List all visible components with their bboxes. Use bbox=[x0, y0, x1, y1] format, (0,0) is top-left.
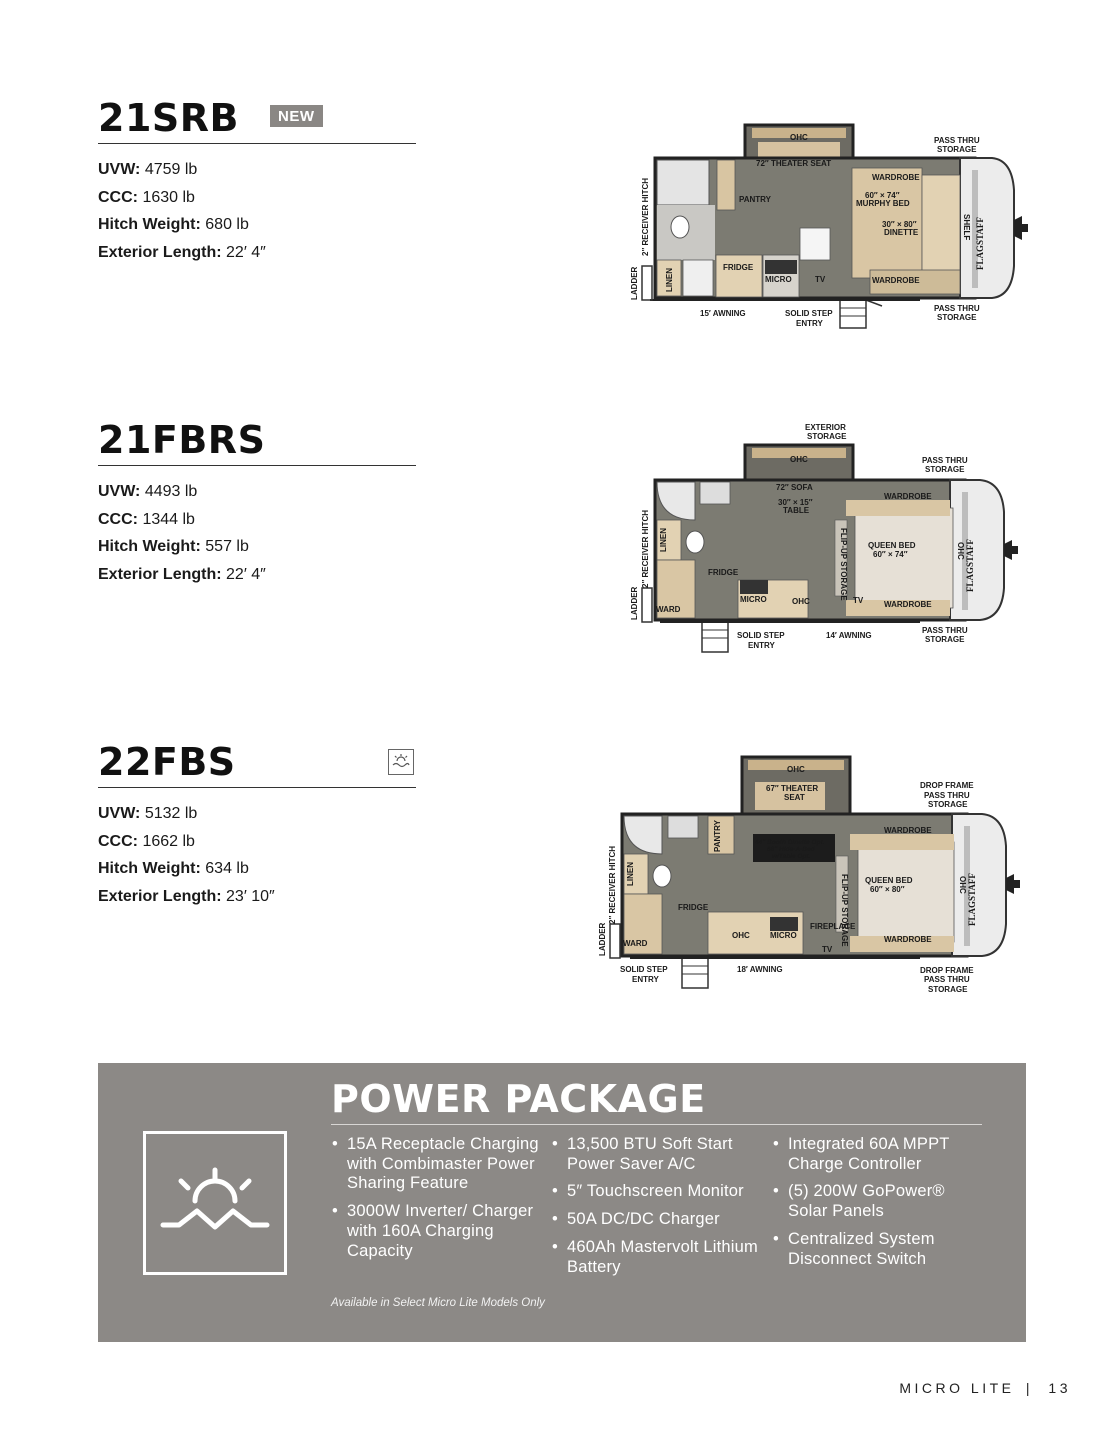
fp-label-flip-up-storage: FLIP-UP STORAGE bbox=[839, 528, 848, 601]
spec-exterior-length: Exterior Length: 22′ 4″ bbox=[98, 566, 266, 584]
model-21fbrs bbox=[98, 418, 416, 589]
fp-label-murphy-bed-size: 60″ × 74″ bbox=[865, 191, 900, 200]
spec-hitch-weight: Hitch Weight: 680 lb bbox=[98, 216, 249, 234]
page-number: 13 bbox=[1048, 1380, 1071, 1396]
feature-item: • (5) 200W GoPower® Solar Panels bbox=[772, 1182, 982, 1221]
spec-ccc: CCC: 1630 lb bbox=[98, 188, 195, 206]
model-22fbs bbox=[98, 740, 416, 911]
spec-exterior-length: Exterior Length: 22′ 4″ bbox=[98, 244, 266, 262]
fp-label-ladder: LADDER bbox=[598, 922, 607, 956]
fp-label-linen: LINEN bbox=[665, 268, 674, 292]
fp-label-fireplace: FIREPLACE bbox=[810, 922, 856, 931]
fp-label-brand: FLAGSTAFF bbox=[967, 873, 977, 926]
feature-item: • 13,500 BTU Soft Start Power Saver A/C bbox=[551, 1135, 761, 1174]
feature-item: • 460Ah Mastervolt Lithium Battery bbox=[551, 1238, 761, 1277]
fp-label-drop-frame-top: DROP FRAME bbox=[920, 781, 974, 790]
fp-label-pass-thru-bottom: PASS THRU bbox=[922, 626, 968, 635]
fp-label-wardrobe-bottom: WARDROBE bbox=[884, 600, 932, 609]
fp-label-hide-a-bed: 68″ Hide-A-Bed bbox=[767, 846, 815, 853]
fp-label-entry: ENTRY bbox=[632, 975, 659, 984]
fp-label-shelf: SHELF bbox=[962, 214, 971, 241]
fp-label-ohc-galley: OHC bbox=[732, 931, 750, 940]
fp-label-micro: MICRO bbox=[765, 275, 792, 284]
footer-separator: | bbox=[1025, 1380, 1034, 1396]
fp-label-pass-thru-bottom: PASS THRU bbox=[924, 975, 970, 984]
fp-label-entry: ENTRY bbox=[748, 641, 775, 650]
fp-label-linen: LINEN bbox=[626, 862, 635, 886]
fp-label-pass-thru-top: PASS THRU bbox=[922, 456, 968, 465]
model-header bbox=[98, 740, 416, 788]
fp-label-fridge: FRIDGE bbox=[708, 568, 739, 577]
spec-uvw: UVW: 4493 lb bbox=[98, 483, 198, 500]
spec-list bbox=[98, 800, 416, 911]
fp-label-table-option: w/Table Opt. bbox=[772, 853, 811, 860]
fp-label-murphy-bed: MURPHY BED bbox=[856, 199, 910, 208]
power-package-title: POWER PACKAGE bbox=[331, 1077, 706, 1121]
fp-label-pass-thru-top: PASS THRU bbox=[934, 136, 980, 145]
fp-label-exterior-storage: STORAGE bbox=[807, 432, 847, 441]
fp-label-dinette: DINETTE bbox=[884, 228, 919, 237]
fp-label-storage-top: STORAGE bbox=[925, 465, 965, 474]
fp-label-awning: 18′ AWNING bbox=[737, 965, 783, 974]
model-header bbox=[98, 418, 416, 466]
new-badge: NEW bbox=[270, 105, 323, 127]
spec-ccc: CCC: 1344 lb bbox=[98, 510, 195, 528]
fp-label-storage-top: STORAGE bbox=[928, 800, 968, 809]
feature-column-2 bbox=[551, 1135, 761, 1285]
availability-note: Available in Select Micro Lite Models Only bbox=[331, 1297, 545, 1309]
fp-label-storage-top: STORAGE bbox=[937, 145, 977, 154]
fp-label-pantry: PANTRY bbox=[739, 195, 771, 204]
fp-label-pantry: PANTRY bbox=[713, 820, 722, 852]
fp-label-wardrobe-top: WARDROBE bbox=[872, 173, 920, 182]
fp-label-drop-frame-bottom: DROP FRAME bbox=[920, 966, 974, 975]
power-package-panel bbox=[98, 1063, 1026, 1342]
fp-label-ohc: OHC bbox=[790, 133, 808, 142]
feature-item: • 3000W Inverter/ Charger with 160A Charging Capacity bbox=[331, 1202, 541, 1261]
model-name: 22FBS bbox=[98, 740, 236, 784]
fp-label-micro: MICRO bbox=[770, 931, 797, 940]
fp-label-ohc: OHC bbox=[790, 455, 808, 464]
fp-label-theater: 67″ THEATER bbox=[766, 784, 819, 793]
fp-label-queen-bed: QUEEN BED bbox=[865, 876, 913, 885]
feature-item: • 50A DC/DC Charger bbox=[551, 1210, 761, 1230]
fp-label-tv: TV bbox=[815, 275, 826, 284]
fp-label-theater-seat: 72″ THEATER SEAT bbox=[756, 159, 832, 168]
model-name: 21FBRS bbox=[98, 418, 266, 462]
fp-label-tv: TV bbox=[853, 596, 864, 605]
spec-ccc: CCC: 1662 lb bbox=[98, 832, 195, 850]
floorplan-22fbs bbox=[590, 752, 1040, 997]
fp-label-brand: FLAGSTAFF bbox=[965, 539, 975, 592]
fp-label-storage-bottom: STORAGE bbox=[925, 635, 965, 644]
solar-package-icon bbox=[388, 749, 414, 775]
fp-label-fridge: FRIDGE bbox=[723, 263, 754, 272]
fp-label-table: TABLE bbox=[783, 506, 810, 515]
model-header bbox=[98, 96, 416, 144]
spec-hitch-weight: Hitch Weight: 634 lb bbox=[98, 860, 249, 878]
fp-label-ohc-front: OHC bbox=[956, 542, 965, 560]
fp-label-dinette-size: 30″ × 80″ bbox=[882, 220, 917, 229]
fp-label-solid-step: SOLID STEP bbox=[737, 631, 785, 640]
fp-label-awning: 15′ AWNING bbox=[700, 309, 746, 318]
sun-over-waves-icon bbox=[143, 1131, 287, 1275]
fp-label-receiver-hitch: 2″ RECEIVER HITCH bbox=[641, 509, 650, 588]
fp-label-queen-bed: QUEEN BED bbox=[868, 541, 916, 550]
fp-label-storage-bottom: STORAGE bbox=[937, 313, 977, 322]
floorplan-21fbrs bbox=[620, 420, 1040, 660]
fp-label-fridge: FRIDGE bbox=[678, 903, 709, 912]
fp-label-flip-up-storage: FLIP-UP STORAGE bbox=[840, 874, 849, 947]
fp-label-entry: ENTRY bbox=[796, 319, 823, 328]
fp-label-wardrobe-bottom: WARDROBE bbox=[884, 935, 932, 944]
spec-list bbox=[98, 156, 416, 267]
power-package-divider bbox=[331, 1124, 982, 1125]
spec-hitch-weight: Hitch Weight: 557 lb bbox=[98, 538, 249, 556]
fp-label-ohc-front: OHC bbox=[958, 876, 967, 894]
feature-column-3 bbox=[772, 1135, 982, 1277]
fp-label-ward: WARD bbox=[656, 605, 681, 614]
fp-label-receiver-hitch: 2″ RECEIVER HITCH bbox=[641, 177, 650, 256]
floorplan-21srb bbox=[620, 120, 1040, 340]
model-name: 21SRB bbox=[98, 96, 239, 140]
fp-label-linen: LINEN bbox=[659, 528, 668, 552]
fp-label-solid-step: SOLID STEP bbox=[785, 309, 833, 318]
fp-label-wardrobe-top: WARDROBE bbox=[884, 826, 932, 835]
fp-label-brand: FLAGSTAFF bbox=[975, 217, 985, 270]
fp-label-ladder: LADDER bbox=[630, 266, 639, 300]
fp-label-ward: WARD bbox=[623, 939, 648, 948]
fp-label-wardrobe-bottom: WARDROBE bbox=[872, 276, 920, 285]
spec-exterior-length: Exterior Length: 23′ 10″ bbox=[98, 888, 275, 906]
fp-label-solid-step: SOLID STEP bbox=[620, 965, 668, 974]
feature-item: • Centralized System Disconnect Switch bbox=[772, 1230, 982, 1269]
feature-item: • 5″ Touchscreen Monitor bbox=[551, 1182, 761, 1202]
fp-label-ohc-galley: OHC bbox=[792, 597, 810, 606]
feature-item: • 15A Receptacle Charging with Combimaster Power Sharing Feature bbox=[331, 1135, 541, 1194]
fp-label-exterior: EXTERIOR bbox=[805, 423, 846, 432]
fp-label-bed-size: 60″ × 74″ bbox=[873, 550, 908, 559]
fp-label-storage-bottom: STORAGE bbox=[928, 985, 968, 994]
fp-label-ohc: OHC bbox=[787, 765, 805, 774]
fp-label-awning: 14′ AWNING bbox=[826, 631, 872, 640]
page-footer bbox=[899, 1380, 1071, 1396]
fp-label-pass-thru-top: PASS THRU bbox=[924, 791, 970, 800]
spec-list bbox=[98, 478, 416, 589]
fp-label-sofa: 72″ SOFA bbox=[776, 483, 813, 492]
fp-label-dinette-option: 44″ Booth Dinette Opt. bbox=[755, 839, 825, 846]
model-21srb bbox=[98, 96, 416, 267]
spec-uvw: UVW: 5132 lb bbox=[98, 805, 198, 822]
fp-label-table-size: 30″ × 15″ bbox=[778, 498, 813, 507]
series-name: MICRO LITE bbox=[899, 1380, 1015, 1396]
fp-label-tv: TV bbox=[822, 945, 833, 954]
fp-label-ladder: LADDER bbox=[630, 586, 639, 620]
feature-column-1 bbox=[331, 1135, 541, 1269]
fp-label-micro: MICRO bbox=[740, 595, 767, 604]
fp-label-pass-thru-bottom: PASS THRU bbox=[934, 304, 980, 313]
fp-label-wardrobe-top: WARDROBE bbox=[884, 492, 932, 501]
spec-uvw: UVW: 4759 lb bbox=[98, 161, 198, 178]
feature-item: • Integrated 60A MPPT Charge Controller bbox=[772, 1135, 982, 1174]
fp-label-bed-size: 60″ × 80″ bbox=[870, 885, 905, 894]
fp-label-receiver-hitch: 2″ RECEIVER HITCH bbox=[608, 845, 617, 924]
fp-label-theater-seat: SEAT bbox=[784, 793, 805, 802]
